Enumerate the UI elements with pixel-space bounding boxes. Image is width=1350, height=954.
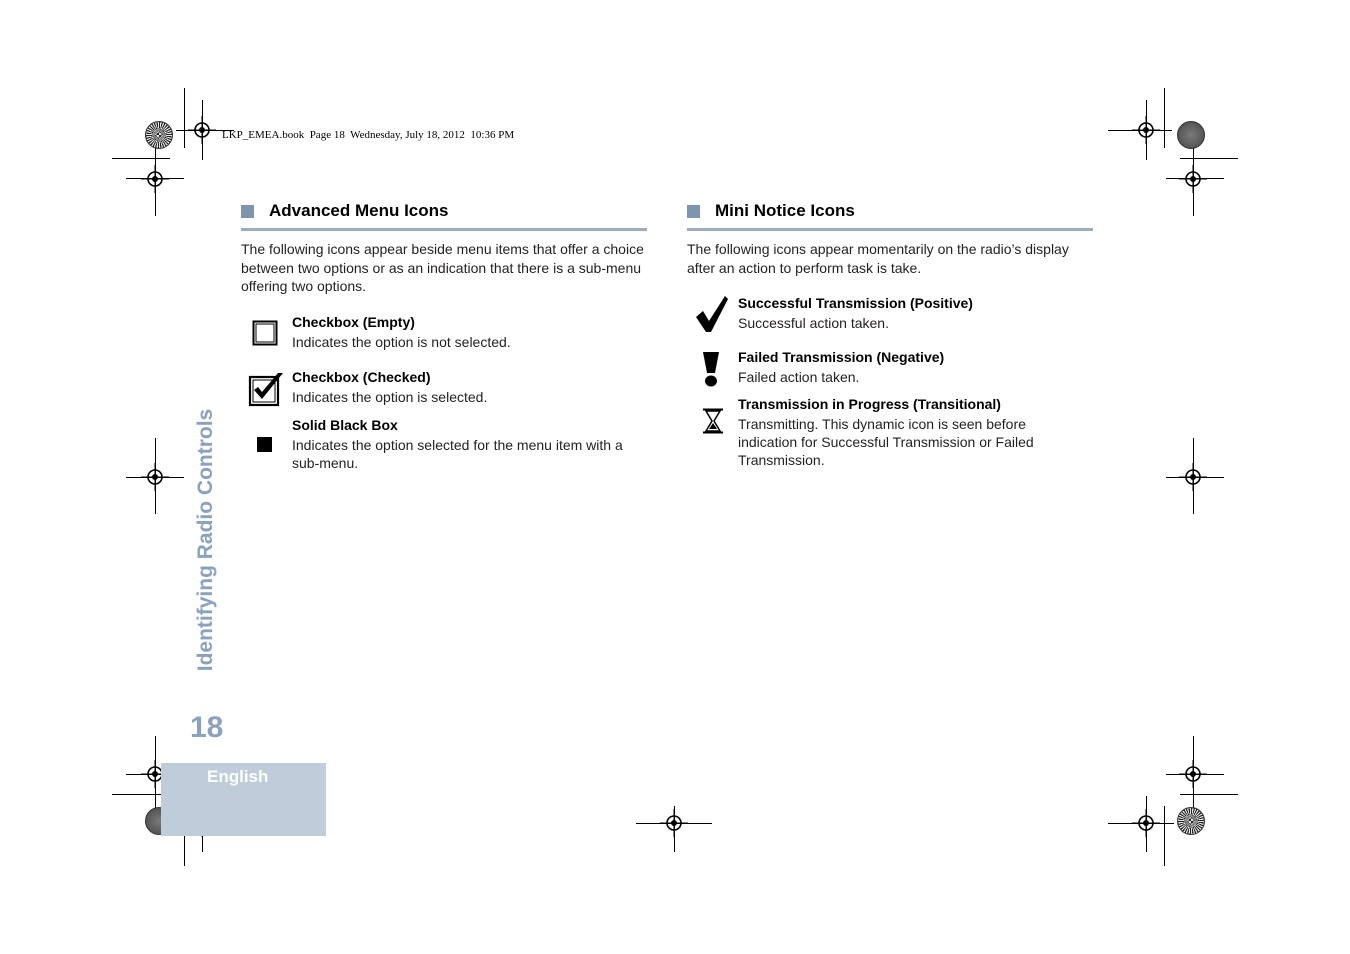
registration-target-icon bbox=[1179, 760, 1207, 788]
item-description: Transmitting. This dynamic icon is seen before indication for Successful Transmission or Failed Transmission. bbox=[738, 416, 1034, 468]
registration-target-icon bbox=[660, 809, 688, 837]
item-description: Indicates the option is not selected. bbox=[292, 334, 511, 350]
checkbox-empty-icon bbox=[252, 320, 278, 346]
item-title: Successful Transmission (Positive) bbox=[738, 295, 973, 311]
item-title: Transmission in Progress (Transitional) bbox=[738, 396, 1001, 412]
page-number: 18 bbox=[190, 711, 224, 744]
heading-bullet-icon bbox=[241, 205, 254, 218]
section-intro: The following icons appear momentarily on the radio’s display after an action to perform task is take. bbox=[687, 241, 1069, 276]
registration-disc-icon bbox=[1177, 121, 1205, 149]
language-label: English bbox=[207, 767, 269, 786]
checkbox-checked-icon bbox=[248, 370, 286, 408]
language-tab bbox=[161, 763, 326, 836]
registration-target-icon bbox=[1132, 116, 1160, 144]
section-heading-mini-notice-icons bbox=[687, 200, 1093, 231]
registration-target-icon bbox=[1179, 165, 1207, 193]
registration-target-icon bbox=[1179, 463, 1207, 491]
item-title: Checkbox (Empty) bbox=[292, 314, 415, 330]
exclamation-icon bbox=[702, 351, 720, 387]
heading-bullet-icon bbox=[687, 205, 700, 218]
hourglass-icon bbox=[702, 408, 724, 434]
section-intro: The following icons appear beside menu items that offer a choice between two options or as an indication that there is a sub-menu offering two options. bbox=[241, 241, 644, 294]
section-title: Mini Notice Icons bbox=[715, 201, 855, 220]
item-title: Solid Black Box bbox=[292, 417, 398, 433]
registration-target-icon bbox=[141, 165, 169, 193]
registration-target-icon bbox=[1132, 809, 1160, 837]
solid-black-box-icon bbox=[257, 437, 272, 452]
section-title: Advanced Menu Icons bbox=[269, 201, 449, 220]
item-description: Indicates the option selected for the menu item with a sub-menu. bbox=[292, 437, 623, 471]
registration-starburst-icon bbox=[145, 121, 173, 149]
chapter-side-label: Identifying Radio Controls bbox=[194, 408, 217, 672]
item-description: Failed action taken. bbox=[738, 369, 860, 385]
section-heading-advanced-menu-icons bbox=[241, 200, 647, 231]
item-description: Indicates the option is selected. bbox=[292, 389, 488, 405]
item-description: Successful action taken. bbox=[738, 315, 889, 331]
registration-starburst-icon bbox=[1177, 807, 1205, 835]
item-title: Failed Transmission (Negative) bbox=[738, 349, 945, 365]
item-title: Checkbox (Checked) bbox=[292, 369, 431, 385]
check-mark-icon bbox=[695, 295, 729, 333]
print-job-stamp: LKP_EMEA.book Page 18 Wednesday, July 18, 2012 10:36 PM bbox=[222, 129, 515, 141]
registration-target-icon bbox=[141, 463, 169, 491]
registration-target-icon bbox=[188, 116, 216, 144]
